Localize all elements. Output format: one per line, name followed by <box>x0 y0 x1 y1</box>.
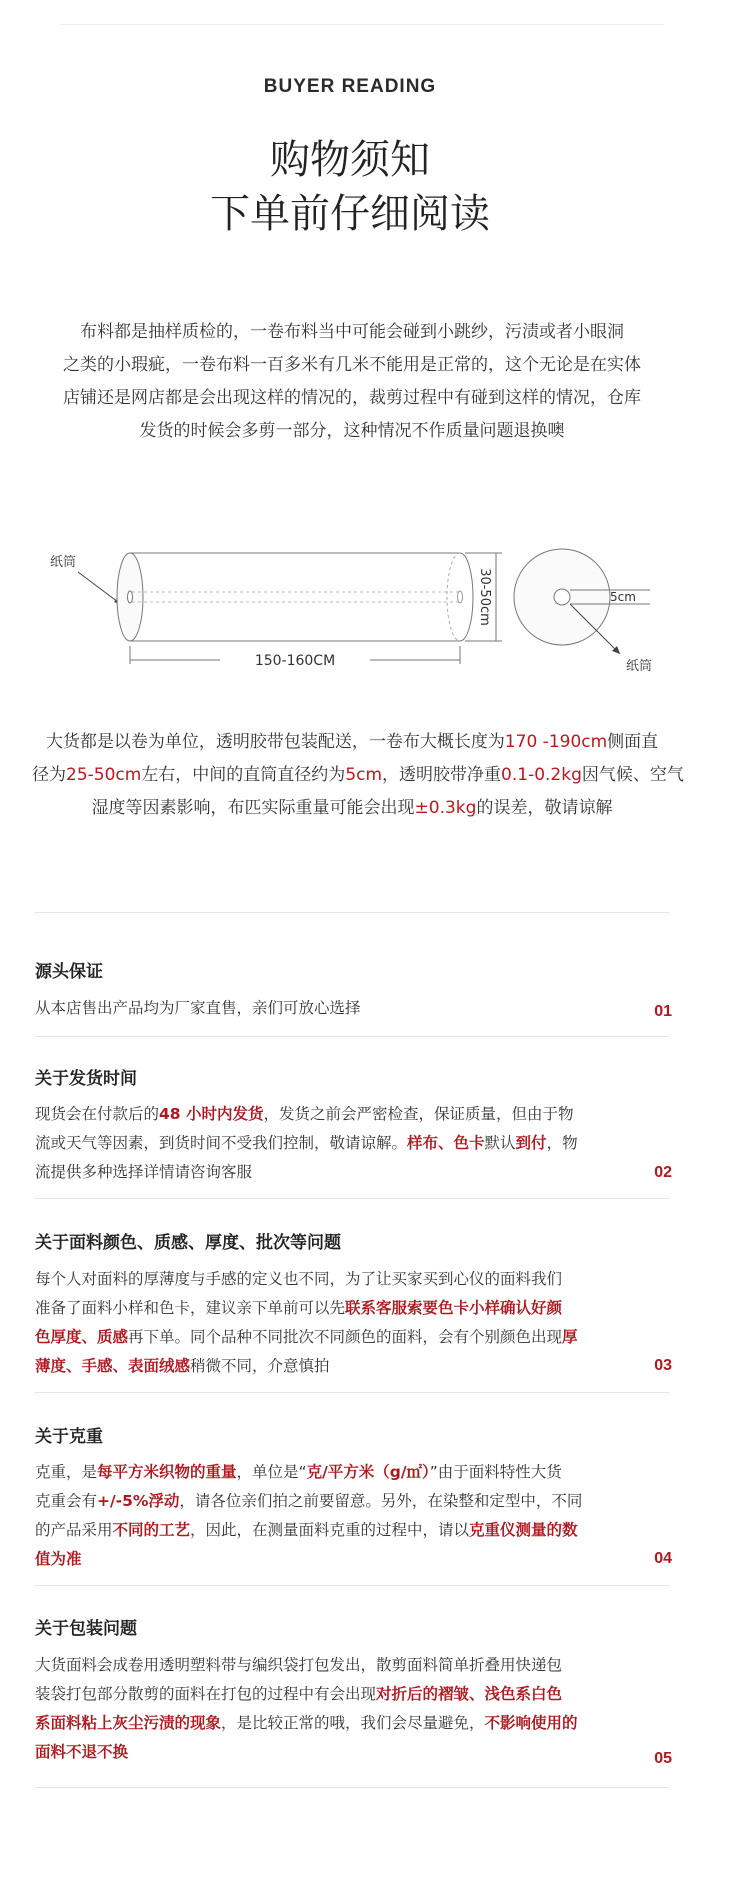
item-title-packaging: 关于包装问题 <box>35 1619 137 1639</box>
left-core-label: 纸筒 <box>50 555 77 570</box>
item-title-weight: 关于克重 <box>35 1427 103 1447</box>
page-title: 购物须知 <box>270 137 430 183</box>
bulk-line: 大货都是以卷为单位，透明胶带包装配送，一卷布大概长度为170 -190cm侧面直 <box>45 732 659 752</box>
right-core-label: 纸筒 <box>626 659 653 674</box>
section-divider <box>35 912 669 913</box>
item-body-shipping: 现货会在付款后的48 小时内发货，发货之前会严密检查，保证质量，但由于物 流或天气等因素，到货时间不受我们控制，敬请谅解。样布、色卡默认到付，物 流提供多种选择详情请咨询客服 <box>35 1105 578 1181</box>
item-number: 05 <box>654 1750 672 1767</box>
intro-line: 发货的时候会多剪一部分，这种情况不作质量问题退换噢 <box>139 421 565 441</box>
core-diameter-label: 5cm <box>610 590 636 604</box>
item-title-source: 源头保证 <box>35 962 103 982</box>
item-number: 02 <box>654 1164 672 1181</box>
item-number: 01 <box>654 1003 672 1020</box>
item-divider <box>35 1787 669 1788</box>
bulk-line: 湿度等因素影响，布匹实际重量可能会出现±0.3kg的误差，敬请谅解 <box>91 798 613 818</box>
item-divider <box>35 1585 669 1586</box>
item-title-shipping: 关于发货时间 <box>35 1069 137 1089</box>
fabric-roll-diagram <box>40 540 690 690</box>
bulk-line: 径为25-50cm左右，中间的直筒直径约为5cm，透明胶带净重0.1-0.2kg因气候、空气 <box>32 765 684 785</box>
buyer-reading-heading: BUYER READING <box>263 76 437 97</box>
item-number: 03 <box>654 1357 672 1374</box>
item-divider <box>35 1392 669 1393</box>
item-body-fabric: 每个人对面料的厚薄度与手感的定义也不同，为了让买家买到心仪的面料我们 准备了面料小样和色卡，建议亲下单前可以先联系客服索要色卡小样确认好颜 色厚度、质感再下单。同个品种不同批次不同颜色的面料，会有个别颜色出现厚 薄度、手感、表面绒感稍微不同，介意慎拍 <box>35 1270 578 1375</box>
top-divider <box>60 24 664 25</box>
item-title-fabric: 关于面料颜色、质感、厚度、批次等问题 <box>35 1233 341 1253</box>
item-body-weight: 克重，是每平方米织物的重量，单位是“克/平方米（g/㎡）”由于面料特性大货 克重会有+/-5%浮动，请各位亲们拍之前要留意。另外，在染整和定型中，不同 的产品采用不同的工艺，因此，在测量面料克重的过程中，请以克重仪测量的数 值为准 <box>35 1463 583 1568</box>
item-body-packaging: 大货面料会成卷用透明塑料带与编织袋打包发出，散剪面料简单折叠用快递包 装袋打包部分散剪的面料在打包的过程中有会出现对折后的褶皱、浅色系白色 系面料粘上灰尘污渍的现象，是比较正常的哦，我们会尽量避免，不影响使用的 面料不退不换 <box>35 1656 578 1761</box>
diameter-label: 30-50cm <box>477 568 492 626</box>
bulk-paragraph <box>32 726 684 825</box>
intro-paragraph <box>32 316 672 448</box>
intro-line: 之类的小瑕疵，一卷布料一百多米有几米不能用是正常的，这个无论是在实体 <box>63 355 641 375</box>
page-subtitle: 下单前仔细阅读 <box>210 191 490 237</box>
item-number: 04 <box>654 1550 672 1567</box>
item-divider <box>35 1036 669 1037</box>
length-label: 150-160CM <box>254 653 336 669</box>
item-divider <box>35 1198 669 1199</box>
intro-line: 店铺还是网店都是会出现这样的情况的，裁剪过程中有碰到这样的情况，仓库 <box>63 388 641 408</box>
intro-line: 布料都是抽样质检的，一卷布料当中可能会碰到小跳纱，污渍或者小眼洞 <box>80 322 624 342</box>
item-body-source: 从本店售出产品均为厂家直售，亲们可放心选择 <box>35 999 361 1017</box>
